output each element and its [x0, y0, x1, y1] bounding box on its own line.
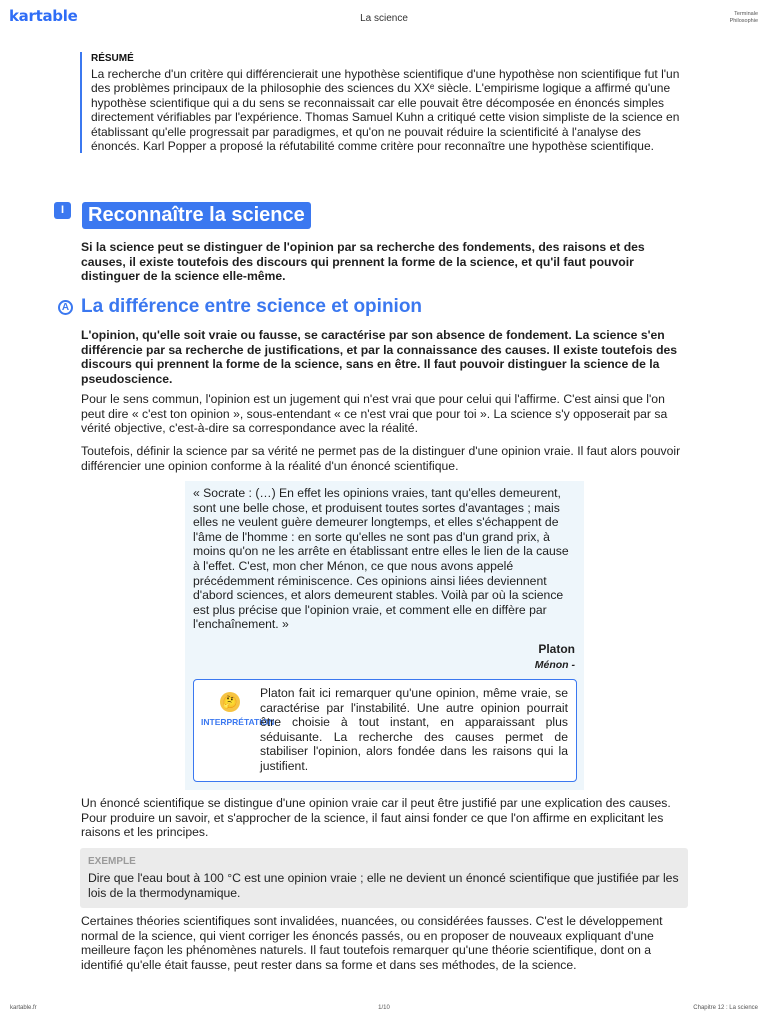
subject-label: Philosophie	[729, 17, 758, 24]
kartable-logo[interactable]: kartable	[9, 7, 78, 25]
paragraph: Un énoncé scientifique se distingue d'une opinion vraie car il peut être justifié par une explication des causes. Pour produire un savoir, et s'approcher de la science, il faut ainsi fonder ce que l'on affirme en explicitant les raisons et les principes.	[81, 796, 671, 840]
quote-author: Platon	[538, 642, 575, 656]
interpretation-label: INTERPRÉTATION	[201, 717, 275, 727]
paragraph: Toutefois, définir la science par sa vérité ne permet pas de la distinguer d'une opinion vraie. Il faut alors pouvoir différencier une opinion conforme à la réalité d'un énoncé scientifique.	[81, 444, 681, 473]
level-label: Terminale	[734, 11, 758, 17]
document-title: La science	[360, 13, 408, 24]
example-label: EXEMPLE	[88, 856, 136, 867]
footer-chapter: Chapitre 12 : La science	[693, 1005, 758, 1011]
quote-block	[185, 481, 584, 790]
example-text: Dire que l'eau bout à 100 °C est une opinion vraie ; elle ne devient un énoncé scientifique que justifiée par les lois de la thermodynamique.	[88, 871, 679, 900]
page-number: 1/10	[378, 1005, 390, 1011]
quote-text: « Socrate : (…) En effet les opinions vraies, tant qu'elles demeurent, sont une belle chose, et produisent toutes sortes d'avantages ; mais elles ne veulent guère demeurer longtemps, et elles s'échappent de l'âme de l'homme : en sorte qu'elles ne sont pas d'un grand prix, à moins qu'on ne les arrête en établissant entre elles le lien de la cause à l'effet. C'est, mon cher Ménon, ce que nous avons appelé précédemment réminiscence. Ces opinions ainsi liées deviennent d'abord sciences, et alors demeurent stables. Voilà par où la science est plus précise que l'opinion vraie, et comment elle en diffère par l'enchaînement. »	[193, 486, 569, 632]
interpretation-box	[193, 679, 577, 782]
summary-block	[80, 52, 686, 153]
course-meta	[730, 11, 758, 24]
paragraph: Pour le sens commun, l'opinion est un jugement qui n'est vrai que pour celui qui l'affirme. C'est ainsi que l'on peut dire « c'est ton opinion », sous-entendant « ce n'est vrai que pour toi ». La science s'y opposerait par sa vérité objective, c'est-à-dire sa correspondance avec la réalité.	[81, 392, 668, 436]
thinking-face-icon: 🤔	[220, 692, 240, 712]
subsection-letter-icon: A	[58, 300, 73, 315]
summary-title: RÉSUMÉ	[91, 53, 134, 64]
quote-work: Ménon -	[534, 659, 575, 671]
subsection-title: La différence entre science et opinion	[81, 296, 423, 317]
footer-site[interactable]: kartable.fr	[10, 1005, 37, 1011]
section-title: Reconnaître la science	[82, 202, 311, 229]
section-number-badge: I	[54, 202, 71, 219]
example-box	[80, 848, 688, 908]
interpretation-text: Platon fait ici remarquer qu'une opinion, même vraie, se caractérise par l'instabilité. Une autre opinion pourrait être choisie à tout instant, en apparaissant plus séduisante. La recherche des causes permet de stabiliser l'opinion, alors fondée dans les raisons qui la justifient.	[260, 686, 568, 773]
section-intro: Si la science peut se distinguer de l'opinion par sa recherche des fondements, des raisons et des causes, il existe toutefois des discours qui prennent la forme de la science, et qu'il faut pouvoir distinguer de la science elle-même.	[81, 240, 645, 284]
subsection-intro: L'opinion, qu'elle soit vraie ou fausse, se caractérise par son absence de fondement. La science s'en différencie par sa recherche de justifications, et par la connaissance des causes. Il existe toutefois des discours qui prennent la forme de la science, sans en être. Il faut pouvoir distinguer la science de la pseudoscience.	[81, 328, 678, 386]
paragraph: Certaines théories scientifiques sont invalidées, nuancées, ou considérées fausses. C'est le développement normal de la science, qui vient corriger les énoncés passés, ou en proposer de nouveaux expliquant d'une meilleure façon les phénomènes naturels. Il faut toutefois remarquer qu'une théorie scientifique, dont on a identifié qu'elle était fausse, peut rester dans sa forme et dans ses méthodes, de la science.	[81, 914, 663, 972]
summary-text: La recherche d'un critère qui différencierait une hypothèse scientifique d'une hypothèse non scientifique fut l'un des problèmes principaux de la philosophie des sciences du XXᵉ siècle. L'empirisme logique a affirmé qu'une hypothèse scientifique qui a du sens se reconnaissait car elle pouvait être décomposée en énoncés simples directement vérifiables par l'expérience. Thomas Samuel Kuhn a critiqué cette vision simpliste de la science en établissant qu'elle progressait par paradigmes, et qu'on ne pouvait réduire la scientificité à l'analyse des énoncés. Karl Popper a proposé la réfutabilité comme critère pour reconnaître une hypothèse scientifique.	[91, 67, 680, 154]
page-header	[0, 0, 768, 34]
